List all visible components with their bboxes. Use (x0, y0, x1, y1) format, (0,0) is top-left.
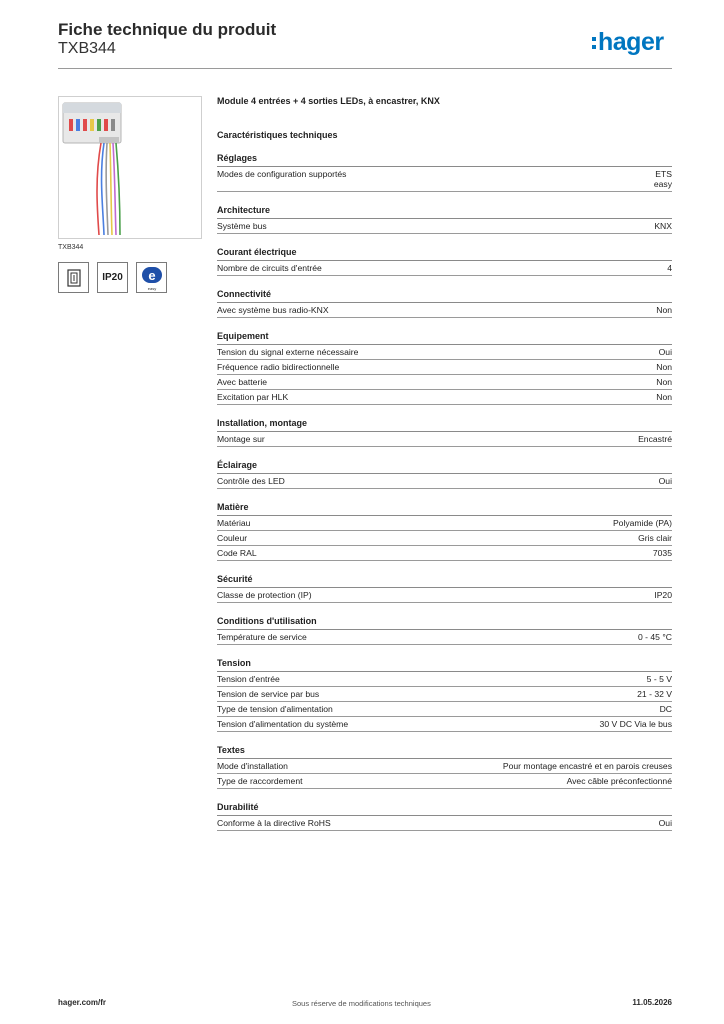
certification-row (58, 262, 167, 293)
spec-row (217, 261, 672, 276)
image-caption: TXB344 (58, 244, 84, 251)
product-image (58, 96, 202, 239)
spec-row (217, 303, 672, 318)
spec-label: Conforme à la directive RoHS (217, 818, 331, 828)
section-title: Conditions d'utilisation (217, 616, 672, 630)
svg-text:e: e (147, 267, 156, 283)
page-title: Fiche technique du produit (58, 20, 277, 39)
spec-value: Oui (658, 347, 672, 357)
spec-value: IP20 (654, 590, 672, 600)
spec-row (217, 702, 672, 717)
spec-value: DC (659, 704, 672, 714)
spec-section (217, 247, 672, 276)
spec-label: Température de service (217, 632, 307, 642)
spec-label: Tension d'entrée (217, 674, 280, 684)
spec-value: Oui (658, 476, 672, 486)
spec-value: 5 - 5 V (646, 674, 672, 684)
spec-row (217, 474, 672, 489)
logo-dots-icon (592, 37, 596, 49)
section-title: Textes (217, 745, 672, 759)
section-title: Courant électrique (217, 247, 672, 261)
section-title: Matière (217, 502, 672, 516)
spec-section (217, 460, 672, 489)
section-title: Éclairage (217, 460, 672, 474)
easy-logo-label: easy (147, 285, 156, 291)
spec-value: 30 V DC Via le bus (599, 719, 672, 729)
spec-row (217, 360, 672, 375)
spec-value: 0 - 45 °C (637, 632, 672, 642)
ip20-badge: IP20 (97, 262, 128, 293)
spec-row (217, 219, 672, 234)
spec-label: Avec système bus radio-KNX (217, 305, 329, 315)
spec-label: Mode d'installation (217, 761, 288, 771)
spec-row (217, 774, 672, 789)
spec-row (217, 717, 672, 732)
spec-value: Gris clair (638, 533, 672, 543)
spec-label: Tension d'alimentation du système (217, 719, 349, 729)
spec-label: Fréquence radio bidirectionnelle (217, 362, 340, 372)
spec-row (217, 375, 672, 390)
spec-sections (217, 153, 672, 831)
spec-label: Nombre de circuits d'entrée (217, 263, 322, 273)
spec-value: Encastré (638, 434, 672, 444)
easy-logo-symbol (140, 265, 164, 291)
spec-label: Classe de protection (IP) (217, 590, 312, 600)
spec-section (217, 616, 672, 645)
section-title: Tension (217, 658, 672, 672)
spec-value: Non (656, 362, 672, 372)
spec-label: Matériau (217, 518, 251, 528)
footer-website[interactable]: hager.com/fr (58, 998, 107, 1007)
spec-section (217, 205, 672, 234)
spec-value: Non (656, 377, 672, 387)
logo-text: hager (598, 28, 664, 56)
flush-mount-icon (58, 262, 89, 293)
spec-label: Avec batterie (217, 377, 268, 387)
product-illustration (59, 97, 201, 238)
spec-label: Modes de configuration supportés (217, 169, 347, 179)
knx-easy-icon (136, 262, 167, 293)
spec-value: 4 (667, 263, 672, 273)
spec-label: Contrôle des LED (217, 476, 285, 486)
section-title: Sécurité (217, 574, 672, 588)
spec-row (217, 390, 672, 405)
spec-content (217, 96, 672, 831)
spec-label: Type de raccordement (217, 776, 303, 786)
spec-section (217, 418, 672, 447)
spec-section (217, 331, 672, 405)
tech-characteristics-heading: Caractéristiques techniques (217, 130, 338, 140)
header-divider (58, 68, 672, 69)
spec-section (217, 802, 672, 831)
spec-row (217, 759, 672, 774)
spec-row (217, 167, 672, 192)
spec-value: Non (656, 392, 672, 402)
spec-row (217, 672, 672, 687)
spec-row (217, 630, 672, 645)
spec-label: Couleur (217, 533, 248, 543)
product-reference: TXB344 (58, 40, 116, 57)
spec-label: Tension de service par bus (217, 689, 320, 699)
spec-section (217, 502, 672, 561)
section-title: Réglages (217, 153, 672, 167)
spec-value: Avec câble préconfectionné (566, 776, 672, 786)
spec-label: Système bus (217, 221, 267, 231)
section-title: Installation, montage (217, 418, 672, 432)
section-title: Architecture (217, 205, 672, 219)
spec-value: KNX (654, 221, 672, 231)
spec-row (217, 687, 672, 702)
spec-value: Pour montage encastré et en parois creuses (502, 761, 672, 771)
spec-value: Oui (658, 818, 672, 828)
spec-section (217, 574, 672, 603)
spec-row (217, 531, 672, 546)
footer-notice: Sous réserve de modifications techniques (292, 999, 431, 1008)
spec-label: Code RAL (217, 548, 257, 558)
section-title: Durabilité (217, 802, 672, 816)
flush-mount-symbol (64, 268, 84, 288)
spec-value: 7035 (652, 548, 672, 558)
product-description: Module 4 entrées + 4 sorties LEDs, à encastrer, KNX (217, 96, 440, 106)
spec-section (217, 658, 672, 732)
spec-row (217, 516, 672, 531)
section-title: Equipement (217, 331, 672, 345)
footer-date: 11.05.2026 (632, 998, 672, 1007)
hager-logo (592, 28, 664, 57)
spec-value: 21 - 32 V (637, 689, 672, 699)
spec-label: Tension du signal externe nécessaire (217, 347, 359, 357)
spec-row (217, 546, 672, 561)
spec-label: Excitation par HLK (217, 392, 289, 402)
section-title: Connectivité (217, 289, 672, 303)
spec-section (217, 745, 672, 789)
spec-row (217, 432, 672, 447)
spec-value: Polyamide (PA) (612, 518, 672, 528)
spec-row (217, 816, 672, 831)
spec-label: Montage sur (217, 434, 265, 444)
spec-value: Non (656, 305, 672, 315)
spec-section (217, 289, 672, 318)
spec-section (217, 153, 672, 192)
spec-row (217, 345, 672, 360)
spec-label: Type de tension d'alimentation (217, 704, 333, 714)
spec-row (217, 588, 672, 603)
spec-value: ETS easy (653, 169, 672, 189)
